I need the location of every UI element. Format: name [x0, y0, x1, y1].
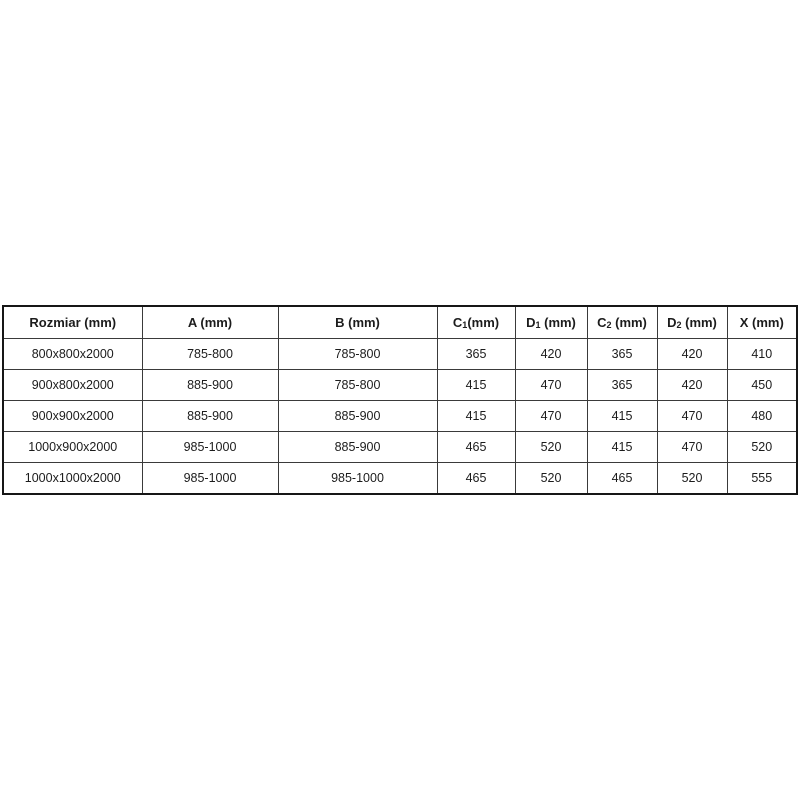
table-cell-r1-c3: 415 — [437, 370, 515, 401]
table-cell-r3-c0: 1000x900x2000 — [3, 432, 142, 463]
table-header-row — [3, 306, 797, 339]
table-cell-r2-c3: 415 — [437, 401, 515, 432]
table-cell-r0-c4: 420 — [515, 339, 587, 370]
table-cell-r1-c7: 450 — [727, 370, 797, 401]
table-cell-r0-c1: 785-800 — [142, 339, 278, 370]
header-label: D — [667, 315, 677, 330]
column-header-2 — [278, 306, 437, 339]
table-cell-r2-c0: 900x900x2000 — [3, 401, 142, 432]
table-cell-r2-c6: 470 — [657, 401, 727, 432]
table-cell-r1-c2: 785-800 — [278, 370, 437, 401]
header-label: Rozmiar (mm) — [29, 315, 117, 330]
table-cell-r4-c5: 465 — [587, 463, 657, 495]
table-cell-r0-c0: 800x800x2000 — [3, 339, 142, 370]
table-cell-r3-c6: 470 — [657, 432, 727, 463]
table-cell-r0-c5: 365 — [587, 339, 657, 370]
header-subscript: 2 — [676, 320, 682, 330]
table-cell-r4-c0: 1000x1000x2000 — [3, 463, 142, 495]
table-row-1 — [3, 370, 797, 401]
table-cell-r3-c1: 985-1000 — [142, 432, 278, 463]
table-row-3 — [3, 432, 797, 463]
table-cell-r2-c4: 470 — [515, 401, 587, 432]
table-cell-r4-c1: 985-1000 — [142, 463, 278, 495]
column-header-0 — [3, 306, 142, 339]
table-cell-r2-c5: 415 — [587, 401, 657, 432]
header-label: X (mm) — [739, 315, 784, 330]
table-cell-r0-c6: 420 — [657, 339, 727, 370]
table-cell-r0-c2: 785-800 — [278, 339, 437, 370]
header-unit: (mm) — [540, 315, 576, 330]
table-cell-r4-c4: 520 — [515, 463, 587, 495]
table-cell-r1-c4: 470 — [515, 370, 587, 401]
table-cell-r1-c5: 365 — [587, 370, 657, 401]
table-cell-r0-c7: 410 — [727, 339, 797, 370]
table-row-2 — [3, 401, 797, 432]
header-subscript: 1 — [535, 320, 541, 330]
table-cell-r4-c2: 985-1000 — [278, 463, 437, 495]
table-cell-r4-c6: 520 — [657, 463, 727, 495]
table-cell-r1-c0: 900x800x2000 — [3, 370, 142, 401]
table-row-0 — [3, 339, 797, 370]
table-cell-r2-c1: 885-900 — [142, 401, 278, 432]
column-header-6 — [657, 306, 727, 339]
header-subscript: 1 — [462, 320, 468, 330]
header-unit: (mm) — [681, 315, 717, 330]
table-cell-r0-c3: 365 — [437, 339, 515, 370]
header-label: C — [597, 315, 607, 330]
column-header-1 — [142, 306, 278, 339]
header-unit: (mm) — [467, 315, 500, 330]
table-cell-r2-c2: 885-900 — [278, 401, 437, 432]
table-cell-r4-c7: 555 — [727, 463, 797, 495]
table-cell-r3-c4: 520 — [515, 432, 587, 463]
header-unit: (mm) — [611, 315, 647, 330]
table-cell-r3-c5: 415 — [587, 432, 657, 463]
header-subscript: 2 — [606, 320, 612, 330]
table-cell-r1-c6: 420 — [657, 370, 727, 401]
dimensions-table — [2, 305, 798, 495]
table-row-4 — [3, 463, 797, 495]
table-cell-r1-c1: 885-900 — [142, 370, 278, 401]
column-header-3 — [437, 306, 515, 339]
header-label: A (mm) — [187, 315, 233, 330]
header-label: C — [452, 315, 463, 330]
column-header-5 — [587, 306, 657, 339]
column-header-4 — [515, 306, 587, 339]
column-header-7 — [727, 306, 797, 339]
header-label: D — [526, 315, 536, 330]
table-cell-r3-c3: 465 — [437, 432, 515, 463]
table-cell-r2-c7: 480 — [727, 401, 797, 432]
table-cell-r3-c2: 885-900 — [278, 432, 437, 463]
table-cell-r4-c3: 465 — [437, 463, 515, 495]
header-label: B (mm) — [335, 315, 380, 330]
table-cell-r3-c7: 520 — [727, 432, 797, 463]
